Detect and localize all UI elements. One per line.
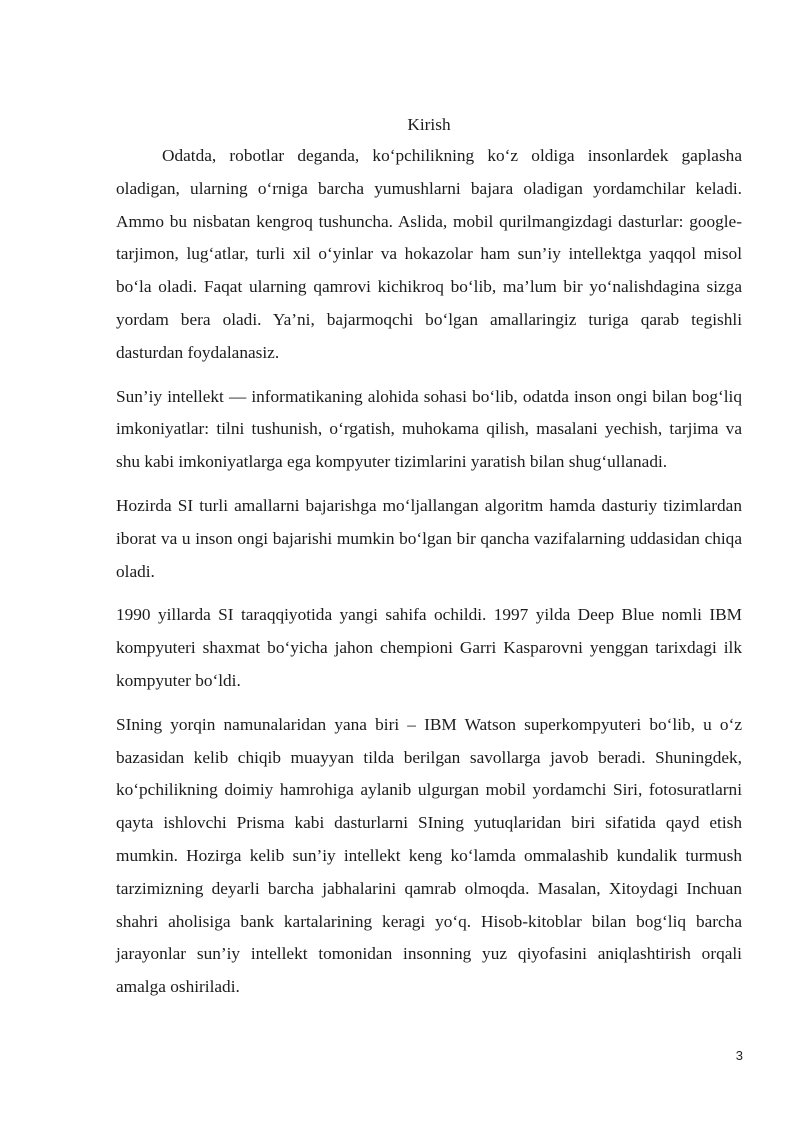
section-title: Kirish: [407, 115, 451, 134]
paragraph-intro: Odatda, robotlar deganda, ko‘pchilikning ko‘z oldiga insonlardek gaplasha oladigan, ularning o‘rniga barcha yumushlarni bajara oladigan yordamchilar keladi. Ammo bu nisbatan kengroq tushuncha. Aslida, mobil qurilmangizdagi dasturlar: google-tarjimon, lug‘atlar, turli xil o‘yinlar va hokazolar ham sun’iy intellektga yaqqol misol bo‘la oladi. Faqat ularning qamrovi kichikroq bo‘lib, ma’lum bir yo‘nalishdagina sizga yordam bera oladi. Ya’ni, bajarmoqchi bo‘lgan amallaringiz turiga qarab tegishli dasturdan foydalanasiz.: [116, 146, 742, 362]
paragraph-history: 1990 yillarda SI taraqqiyotida yangi sahifa ochildi. 1997 yilda Deep Blue nomli IBM kompyuteri shaxmat bo‘yicha jahon chempioni Garri Kasparovni yenggan tarixdagi ilk kompyuter bo‘ldi.: [116, 605, 742, 690]
paragraph-examples: SIning yorqin namunalaridan yana biri – IBM Watson superkompyuteri bo‘lib, u o‘z bazasidan kelib chiqib muayyan tilda berilgan savollarga javob beradi. Shuningdek, ko‘pchilikning doimiy hamrohiga aylanib ulgurgan mobil yordamchi Siri, fotosuratlarni qayta ishlovchi Prisma kabi dasturlarni SIning yutuqlaridan biri sifatida qayd etish mumkin. Hozirga kelib sun’iy intellekt keng ko‘lamda ommalashib kundalik turmush tarzimizning deyarli barcha jabhalarini qamrab olmoqda. Masalan, Xitoydagi Inchuan shahri aholisiga bank kartalarining keragi yo‘q. Hisob-kitoblar bilan bog‘liq barcha jarayonlar sun’iy intellekt tomonidan insonning yuz qiyofasini aniqlashtirish orqali amalga oshiriladi.: [116, 714, 742, 997]
paragraph-current-state: Hozirda SI turli amallarni bajarishga mo‘ljallangan algoritm hamda dasturiy tizimlardan iborat va u inson ongi bajarishi mumkin bo‘lgan bir qancha vazifalarning uddasidan chiqa oladi.: [116, 495, 742, 581]
page-body: [116, 110, 742, 1004]
paragraph-definition: Sun’iy intellekt — informatikaning alohida sohasi bo‘lib, odatda inson ongi bilan bog‘liq imkoniyatlar: tilni tushunish, o‘rgatish, muhokama qilish, masalani yechish, tarjima va shu kabi imkoniyatlarga ega kompyuter tizimlarini yaratish bilan shug‘ullanadi.: [116, 386, 742, 472]
page-number: 3: [735, 1048, 743, 1063]
